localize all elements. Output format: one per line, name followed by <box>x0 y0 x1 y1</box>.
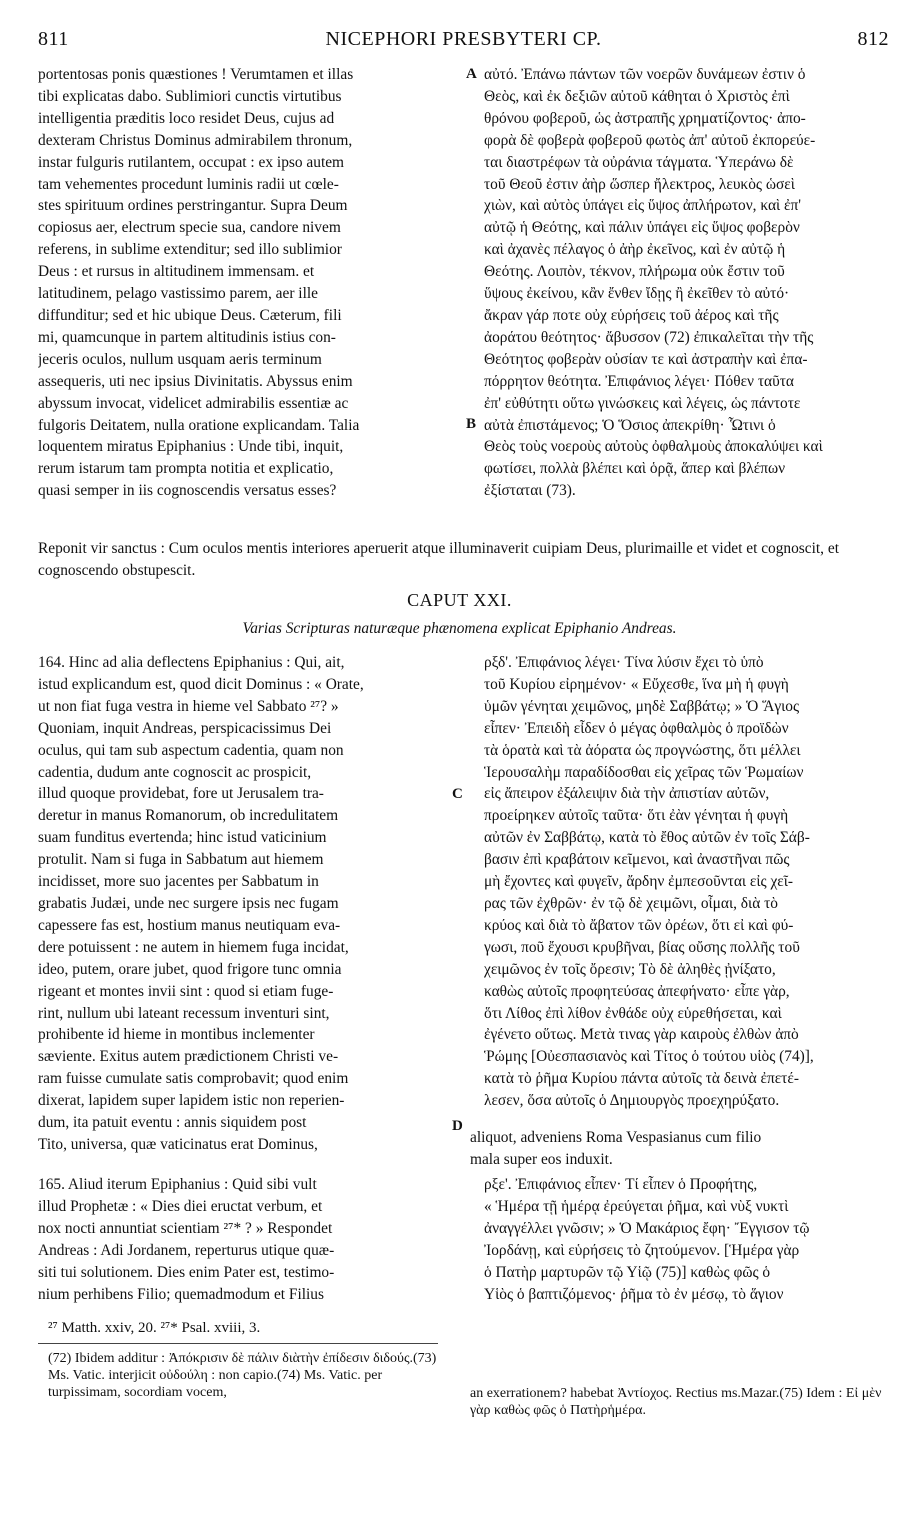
greek-column-lower <box>484 1174 886 1305</box>
text-line: Reponit vir sanctus : Cum oculos mentis interiores aperuerit atque illuminaverit cuipiam Deus, plurima <box>38 540 674 557</box>
text-line: abyssum invocat, videlicet admirabilis essentiæ ac <box>38 394 349 412</box>
text-line: nium perhibens Filio; quemadmodum et Filius <box>38 1285 324 1303</box>
text-line: ἐπ' εὐθύτητι οὕτω γινώσκεις καὶ λέγεις, ὡς πάντοτε <box>484 394 801 412</box>
text-line: τοῦ Θεοῦ ἐστιν ἀὴρ ὥσπερ ἤλεκτρος, λευκὸς ὡσεὶ <box>484 175 795 193</box>
text-line: ὅτι Λίθος ἐπὶ λίθον ἐνθάδε οὐχ εὑρεθήσεται, καὶ <box>484 1004 782 1022</box>
text-line: Tito, universa, quæ vaticinatus erat Dominus, <box>38 1135 318 1153</box>
scripture-references: ²⁷ Matth. xxiv, 20. ²⁷* Psal. xviii, 3. <box>48 1320 261 1336</box>
text-line: stes spirituum ordines perstringantur. Supra Deum <box>38 197 348 215</box>
text-line: κρύος καὶ διὰ τὸ ἄβατον τῶν ὀρέων, ὅτι εἰ καὶ φύ- <box>484 916 794 934</box>
text-line: αὐτῶν ἐν Σαββάτῳ, κατὰ τὸ ἔθος αὐτῶν ἐν τοῖς Σάβ- <box>484 829 810 847</box>
text-line: incidisset, more suo jacentes per Sabbatum in <box>38 873 319 891</box>
text-line: an exerrationem? habebat Ἀντίοχος. Rectius ms. <box>470 1386 741 1401</box>
margin-marker-d: D <box>452 1118 463 1134</box>
text-line: intelligentia præditis loco residet Deus, cujus ad <box>38 109 335 127</box>
text-line: ἐξίσταται (73). <box>484 482 576 500</box>
text-line: Θεὸς, καὶ ἐκ δεξιῶν αὐτοῦ κάθηται ὁ Χριστὸς ἐπὶ <box>484 87 790 105</box>
page-header <box>38 28 889 58</box>
text-line: prohibente id hieme in montibus inclementer <box>38 1026 315 1044</box>
text-line: Ἱερουσαλὴμ παραδίδοσθαι εἰς χεῖρας τῶν Ῥωμαίων <box>484 763 804 781</box>
footnotes-right <box>470 1385 886 1419</box>
text-line: ρξδ'. Ἐπιφάνιος λέγει· Τίνα λύσιν ἔχει τὸ ὑπὸ <box>484 654 764 671</box>
text-line: χιὼν, καὶ αὐτὸς ὑπάγει εἰς ὕψος ἀπλήρωτον, καὶ ἐπ' <box>484 197 802 215</box>
text-line: diffunditur; sed et hic ubique Deus. Cæterum, fili <box>38 306 342 324</box>
text-line: Υἱὸς ὁ βαπτιζόμενος· ῥῆμα τὸ ἐν μέσῳ, τὸ ἅγιον <box>484 1285 784 1303</box>
text-line: illud quoque providebat, fore ut Jerusalem tra- <box>38 785 324 803</box>
text-line: rigeant et montes invii sint : quod si etiam fuge- <box>38 982 334 1000</box>
text-line: ρξε'. Ἐπιφάνιος εἶπεν· Τί εἶπεν ὁ Προφήτης, <box>484 1176 758 1193</box>
text-line: φωτίσει, πολλὰ βλέπει καὶ ὁρᾷ, ἅπερ καὶ βλέπων <box>484 460 786 478</box>
latin-column-top <box>38 64 462 502</box>
chapter-subtitle: Varias Scripturas naturæque phænomena explicat Epiphanio Andreas. <box>242 620 677 637</box>
text-line: (74) Ms. Vatic. per turpissimam, socordiam vocem, <box>48 1368 383 1400</box>
text-line: Θεὸς τοὺς νοεροὺς αὐτοὺς ὀφθαλμοὺς ἀποκαλύψει καὶ <box>484 438 823 456</box>
text-line: Θεότητος φοβερὰν οὐσίαν τε καὶ ἀστραπὴν καὶ ἐπα- <box>484 350 808 368</box>
text-line: aliquot, adveniens Roma Vespasianus cum filio <box>470 1129 762 1146</box>
text-line: Ῥώμης [Οὐεσπασιανὸς καὶ Τίτος ὁ τούτου υἱὸς (74)], <box>484 1048 814 1066</box>
text-line: ram fuisse cumulate satis comprobavit; quod enim <box>38 1070 349 1088</box>
text-line: τοῦ Κυρίου εἰρημένον· « Εὔχεσθε, ἵνα μὴ ἡ φυγὴ <box>484 675 789 693</box>
text-line: « Ἡμέρα τῇ ἡμέρᾳ ἐρεύγεται ῥῆμα, καὶ νὺξ νυκτὶ <box>484 1197 789 1215</box>
margin-marker-b: B <box>466 416 477 432</box>
text-line: referens, in sublime extenditur; sed illo sublimior <box>38 241 342 259</box>
text-line: dum, ita patuit eventu : annis siquidem post <box>38 1114 307 1132</box>
text-line: θρόνου φοβεροῦ, ὡς ἀστραπῆς χρηματίζοντος· ἀπο- <box>484 109 806 127</box>
text-line: Ἰορδάνῃ, καὶ εὑρήσεις τὸ ζητούμενον. [Ἡμέρα γὰρ <box>484 1241 800 1259</box>
text-line: ἀναγγέλλει γνῶσιν; » Ὁ Μακάριος ἔφη· Ἔγγισον τῷ <box>484 1219 810 1237</box>
text-line: ἡμέρα. <box>607 1403 646 1418</box>
text-line: Θεότης. Λοιπὸν, τέκνον, πλήρωμα οὐκ ἔστιν τοῦ <box>484 263 785 281</box>
latin-full-width-paragraph <box>38 538 886 582</box>
text-line: τὴν ἐπίδεσιν διδούς. <box>299 1351 413 1366</box>
margin-marker-c: C <box>452 786 463 802</box>
text-line: καὶ ἀχανὲς πέλαγος ὁ ἀὴρ ἐκεῖνος, καὶ ἐν αὐτῷ ἡ <box>484 241 786 259</box>
text-line: βασιν ἐπὶ κραβάτοιν κεῖμενοι, καὶ ἀναστῆναι πῶς <box>484 851 790 869</box>
text-line: jeceris oculos, nullum usquam aeris terminum <box>38 350 322 368</box>
text-line: ille et videt et cognoscit, et cognoscendo obstupescit. <box>38 540 839 579</box>
latin-continuation-right <box>470 1127 886 1171</box>
right-page-number: 812 <box>857 28 889 50</box>
text-line: dixerat, lapidem super lapidem istic non reperien- <box>38 1092 345 1110</box>
chapter-heading: CAPUT XXI. <box>407 590 512 610</box>
text-line: tibi explicatas dabo. Sublimiori cunctis virtutibus <box>38 87 342 105</box>
text-line: Andreas : Adi Jordanem, reperturus utique quæ- <box>38 1241 335 1259</box>
text-line: φορὰ δὲ φοβερὰ φοβεροῦ φωτὸς ἀπ' αὐτοῦ ἐκπορεύε- <box>484 131 816 149</box>
text-line: καθὼς αὐτοῖς προφητεύσας ἀπεφήνατο· εἶπε γὰρ, <box>484 982 790 1000</box>
text-line: εἶπεν· Ἐπειδὴ εἶδεν ὁ μέγας ὀφθαλμὸς ὁ προϊδὼν <box>484 719 789 737</box>
text-line: latitudinem, pelago vastissimo parem, aer ille <box>38 285 318 303</box>
text-line: αὐτὰ ἐπιστάμενος; Ὁ Ὅσιος ἀπεκρίθη· Ὧτινι ὁ <box>484 416 776 434</box>
text-line: copiosus aer, electrum specie sua, candore nivem <box>38 219 341 237</box>
text-line: tam vehementes procedunt luminis radii ut cœle- <box>38 175 339 193</box>
text-line: 165. Aliud iterum Epiphanius : Quid sibi vult <box>38 1176 317 1193</box>
text-line: αὐτό. Ἐπάνω πάντων τῶν νοερῶν δυνάμεων ἐστιν ὁ <box>484 66 806 83</box>
text-line: ἄκραν γάρ ποτε οὐχ εὑρήσεις τοῦ ἀέρος καὶ τῆς <box>484 306 779 324</box>
text-line: istud explicandum est, quod dicit Dominus : « Orate, <box>38 675 364 693</box>
text-line: γωσι, ποῦ ἔχουσι κρυβῆναι, βίας οὔσης πολλῆς τοῦ <box>484 938 800 956</box>
text-line: χειμῶνος ἐν τοῖς ὄρεσιν; Τὸ δὲ ἀληθὲς ᾐνίξατο, <box>484 960 776 978</box>
text-line: ἐγένετο οὕτως. Μετὰ τινας γὰρ καιροὺς ἐλθὼν ἀπὸ <box>484 1026 799 1044</box>
text-line: προείρηκεν αὐτοῖς ταῦτα· ὅτι ἐὰν γένηται ἡ φυγὴ <box>484 807 789 825</box>
text-line: ται διαστρέφων τὰ οὐράνια τάγματα. Ὑπεράνω δὲ <box>484 153 794 171</box>
text-line: nox nocti annuntiat scientiam ²⁷* ? » Respondet <box>38 1219 333 1237</box>
text-line: ut non fiat fuga vestra in hieme vel Sabbato ²⁷? » <box>38 697 339 715</box>
text-line: (75) Idem : Εἰ μὲν γὰρ καθὼς φῶς ὁ Πατὴρ <box>470 1386 882 1418</box>
text-line: rint, nullum ubi lateant recessum inventuri sint, <box>38 1004 330 1022</box>
text-line: Quoniam, inquit Andreas, perspicacissimus Dei <box>38 719 332 737</box>
text-line: αὐτῷ ἡ Θεότης, καὶ πάλιν ὑπάγει εἰς ὕψος φοβερὸν <box>484 219 800 237</box>
text-line: portentosas ponis quæstiones ! Verumtamen et illas <box>38 66 354 83</box>
text-line: εἰς ἄπειρον ἐξάλειψιν διὰ τὴν ἀπιστίαν αὐτῶν, <box>484 785 770 803</box>
latin-column-lower <box>38 1174 462 1305</box>
text-line: mi, quamcunque in partem altitudinis istius con- <box>38 328 336 346</box>
running-title: NICEPHORI PRESBYTERI CP. <box>325 28 602 50</box>
text-line: (73) Ms. Vatic. interjicit οὐδούλη : non capio. <box>48 1351 437 1383</box>
text-line: sæviente. Exitus autem prædictionem Christi ve- <box>38 1048 339 1066</box>
text-line: fulgoris Deitatem, nulla oratione explicandam. Talia <box>38 416 360 434</box>
text-line: ideo, putem, orare jubet, quod frigore tunc omnia <box>38 960 342 978</box>
text-line: κατὰ τὸ ῥῆμα Κυρίου πάντα αὐτοῖς τὰ δεινὰ ἐπετέ- <box>484 1070 799 1088</box>
footnote-rule <box>38 1343 438 1344</box>
text-line: protulit. Nam si fuga in Sabbatum aut hiemem <box>38 851 324 869</box>
text-line: ἀοράτου θεότητος· ἄβυσσον (72) ἐπικαλεῖται τὴν τῆς <box>484 328 814 346</box>
footnotes-left <box>48 1350 458 1401</box>
text-line: πόρρητον θεότητα. Ἐπιφάνιος λέγει· Πόθεν ταῦτα <box>484 372 794 390</box>
margin-marker-a: A <box>466 66 477 82</box>
text-line: cadentia, dudum ante cognoscit ac prospicit, <box>38 763 312 781</box>
text-line: oculus, qui tam sub aspectum cadentia, quam non <box>38 741 344 759</box>
text-line: τὰ ὁρατὰ καὶ τὰ ἀόρατα ὡς προγνώστης, ὅτι μέλλει <box>484 741 801 759</box>
text-line: quasi semper in iis cognoscendis versatus esses? <box>38 482 337 500</box>
text-line: 164. Hinc ad alia deflectens Epiphanius : Qui, ait, <box>38 654 345 671</box>
text-line: dexteram Christus Dominus admirabilem thronum, <box>38 131 353 149</box>
latin-column-middle <box>38 652 462 1156</box>
left-page-number: 811 <box>38 28 69 50</box>
text-line: grabatis Judæi, unde nec surgere ipsis nec fugam <box>38 894 339 912</box>
text-line: suam funditus evertenda; hinc istud vaticinium <box>38 829 327 847</box>
text-line: illud Prophetæ : « Dies diei eructat verbum, et <box>38 1197 323 1215</box>
text-line: dere potuissent : ne autem in hiemem fuga incidat, <box>38 938 349 956</box>
text-line: λεσεν, ὅσα αὐτοῖς ὁ Δημιουργὸς προεχηρύξατο. <box>484 1092 780 1110</box>
text-line: instar fulguris rutilantem, occupat : ex ipso autem <box>38 153 345 171</box>
greek-column-middle <box>484 652 886 1112</box>
text-line: loquentem miratus Epiphanius : Unde tibi, inquit, <box>38 438 344 456</box>
text-line: ὁ Πατὴρ μαρτυρῶν τῷ Υἱῷ (75)] καθὼς φῶς ὁ <box>484 1263 771 1281</box>
text-line: deretur in manus Romanorum, ob incredulitatem <box>38 807 339 825</box>
text-line: μὴ ἔχοντες καὶ φυγεῖν, ἄρδην ἐμπεσοῦνται εἰς χεῖ- <box>484 873 794 891</box>
text-line: ὑμῶν γένηται χειμῶνος, μηδὲ Σαββάτῳ; » Ὁ Ἅγιος <box>484 697 800 715</box>
text-line: (72) Ibidem additur : Ἀπόκρισιν δὲ πάλιν διὰ <box>48 1351 300 1366</box>
text-line: Mazar. <box>740 1386 780 1401</box>
text-line: rerum istarum tam prompta notitia et explicatio, <box>38 460 334 478</box>
text-line: siti tui solutionem. Dies enim Pater est, testimo- <box>38 1263 335 1281</box>
text-line: mala super eos induxit. <box>470 1150 613 1168</box>
text-line: assequeris, uti nec ipsius Divinitatis. Abyssus enim <box>38 372 353 390</box>
text-line: ρας τῶν ἐχθρῶν· ἐν τῷ δὲ χειμῶνι, οἶμαι, διὰ τὸ <box>484 894 778 912</box>
greek-column-top <box>484 64 886 502</box>
text-line: capessere fas est, hostium manus neutiquam eva- <box>38 916 341 934</box>
text-line: ὕψους ἐκείνου, κἂν ἔνθεν ἴδῃς ἢ ἐκεῖθεν τὸ αὐτό· <box>484 285 790 303</box>
text-line: Deus : et rursus in altitudinem immensam. et <box>38 263 315 281</box>
